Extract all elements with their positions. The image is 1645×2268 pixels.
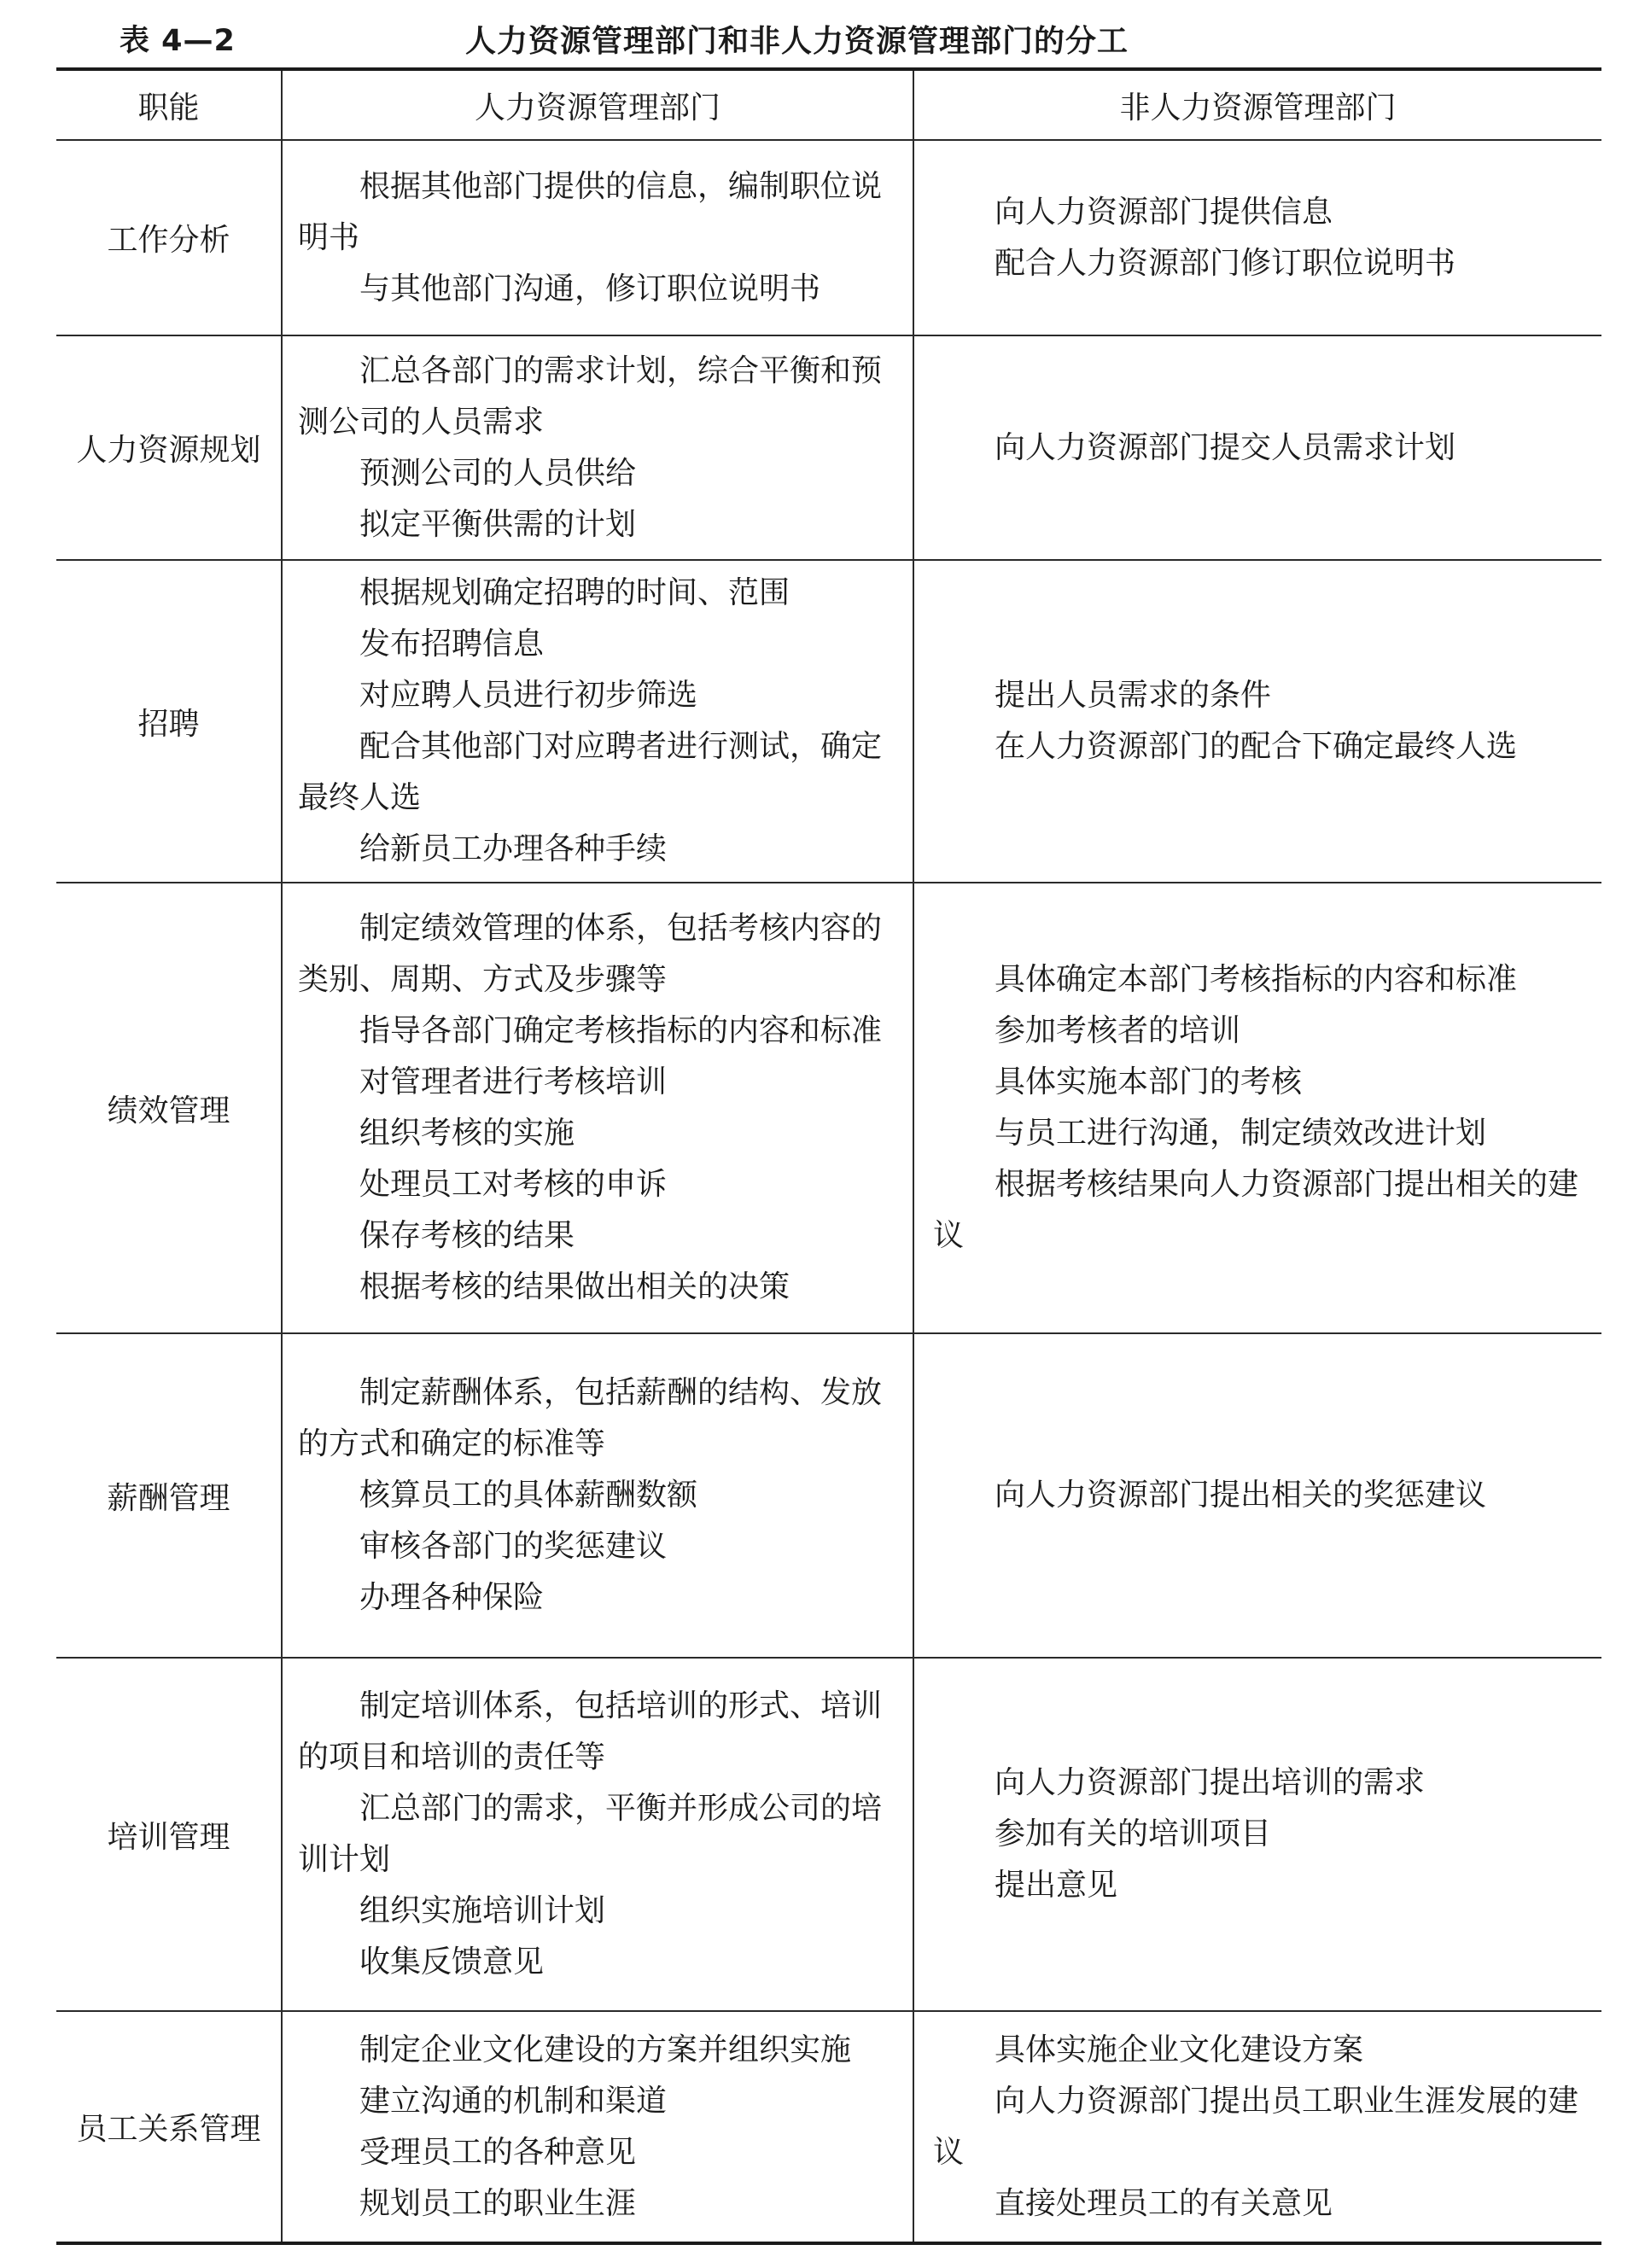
non-hr-item: 具体确定本部门考核指标的内容和标准 (995, 962, 1518, 997)
non-hr-item: 向人力资源部门提交人员需求计划 (995, 429, 1456, 465)
hr-item: 汇总各部门的需求计划，综合平衡和预测公司的人员需求 (298, 353, 883, 440)
non-hr-item: 提出意见 (995, 1868, 1118, 1903)
hr-item: 收集反馈意见 (359, 1944, 545, 1979)
table-row (56, 883, 1601, 1333)
table-title: 人力资源管理部门和非人力资源管理部门的分工 (465, 24, 1129, 59)
non-hr-item: 直接处理员工的有关意见 (995, 2185, 1333, 2221)
hr-item: 根据规划确定招聘的时间、范围 (359, 575, 790, 610)
non-hr-item: 根据考核结果向人力资源部门提出相关的建议 (933, 1167, 1579, 1253)
hr-item: 保存考核的结果 (359, 1218, 575, 1253)
hr-item: 审核各部门的奖惩建议 (359, 1529, 668, 1564)
non-hr-cell (913, 2011, 1601, 2243)
table-row (56, 1658, 1601, 2011)
header-function: 职能 (56, 69, 282, 140)
table-number: 表 4—2 (120, 24, 236, 58)
non-hr-cell (913, 140, 1601, 335)
non-hr-cell (913, 883, 1601, 1333)
function-cell: 绩效管理 (56, 883, 282, 1333)
non-hr-item: 向人力资源部门提供信息 (995, 194, 1333, 230)
hr-cell (282, 560, 913, 883)
function-cell: 员工关系管理 (56, 2011, 282, 2243)
non-hr-item: 参加考核者的培训 (995, 1013, 1241, 1048)
hr-item: 处理员工对考核的申诉 (359, 1167, 668, 1202)
non-hr-item: 配合人力资源部门修订职位说明书 (995, 245, 1456, 281)
hr-item: 组织考核的实施 (359, 1116, 575, 1151)
hr-item: 制定薪酬体系，包括薪酬的结构、发放的方式和确定的标准等 (298, 1375, 883, 1461)
function-cell: 人力资源规划 (56, 335, 282, 560)
non-hr-item: 参加有关的培训项目 (995, 1816, 1272, 1851)
division-of-labor-table (56, 67, 1601, 2245)
hr-item: 组织实施培训计划 (359, 1893, 606, 1928)
header-non-hr-department: 非人力资源管理部门 (913, 69, 1601, 140)
hr-cell (282, 335, 913, 560)
function-cell: 工作分析 (56, 140, 282, 335)
hr-item: 汇总部门的需求，平衡并形成公司的培训计划 (298, 1791, 883, 1877)
table-row (56, 2011, 1601, 2243)
header-hr-department: 人力资源管理部门 (282, 69, 913, 140)
table-row (56, 1333, 1601, 1658)
non-hr-cell (913, 335, 1601, 560)
hr-item: 规划员工的职业生涯 (359, 2185, 637, 2221)
table-row (56, 560, 1601, 883)
hr-cell (282, 1333, 913, 1658)
hr-item: 受理员工的各种意见 (359, 2134, 637, 2170)
hr-item: 根据考核的结果做出相关的决策 (359, 1269, 790, 1304)
hr-cell (282, 2011, 913, 2243)
header-row (56, 69, 1601, 140)
hr-item: 配合其他部门对应聘者进行测试，确定最终人选 (298, 729, 883, 815)
hr-item: 制定培训体系，包括培训的形式、培训的项目和培训的责任等 (298, 1688, 883, 1775)
hr-item: 对应聘人员进行初步筛选 (359, 678, 698, 713)
hr-item: 发布招聘信息 (359, 627, 545, 662)
table-caption (0, 7, 1645, 67)
hr-item: 制定绩效管理的体系，包括考核内容的类别、周期、方式及步骤等 (298, 911, 883, 997)
non-hr-item: 提出人员需求的条件 (995, 678, 1272, 713)
hr-cell (282, 1658, 913, 2011)
hr-item: 指导各部门确定考核指标的内容和标准 (359, 1013, 883, 1048)
hr-cell (282, 883, 913, 1333)
non-hr-item: 与员工进行沟通，制定绩效改进计划 (995, 1116, 1487, 1151)
non-hr-cell (913, 1333, 1601, 1658)
hr-item: 给新员工办理各种手续 (359, 831, 668, 866)
table-row (56, 335, 1601, 560)
function-cell: 薪酬管理 (56, 1333, 282, 1658)
hr-item: 制定企业文化建设的方案并组织实施 (359, 2032, 852, 2067)
non-hr-item: 具体实施企业文化建设方案 (995, 2032, 1364, 2067)
hr-item: 预测公司的人员供给 (359, 455, 637, 491)
hr-cell (282, 140, 913, 335)
function-cell: 招聘 (56, 560, 282, 883)
non-hr-item: 在人力资源部门的配合下确定最终人选 (995, 729, 1518, 764)
non-hr-item: 向人力资源部门提出相关的奖惩建议 (995, 1478, 1487, 1513)
hr-item: 根据其他部门提供的信息，编制职位说明书 (298, 168, 883, 255)
hr-item: 建立沟通的机制和渠道 (359, 2083, 668, 2119)
non-hr-item: 向人力资源部门提出员工职业生涯发展的建议 (933, 2083, 1579, 2170)
non-hr-item: 具体实施本部门的考核 (995, 1064, 1303, 1099)
non-hr-item: 向人力资源部门提出培训的需求 (995, 1765, 1426, 1800)
hr-item: 与其他部门沟通，修订职位说明书 (359, 271, 821, 306)
non-hr-cell (913, 1658, 1601, 2011)
hr-item: 核算员工的具体薪酬数额 (359, 1478, 698, 1513)
function-cell: 培训管理 (56, 1658, 282, 2011)
non-hr-cell (913, 560, 1601, 883)
table-row (56, 140, 1601, 335)
hr-item: 拟定平衡供需的计划 (359, 506, 637, 542)
hr-item: 办理各种保险 (359, 1580, 545, 1615)
hr-item: 对管理者进行考核培训 (359, 1064, 668, 1099)
